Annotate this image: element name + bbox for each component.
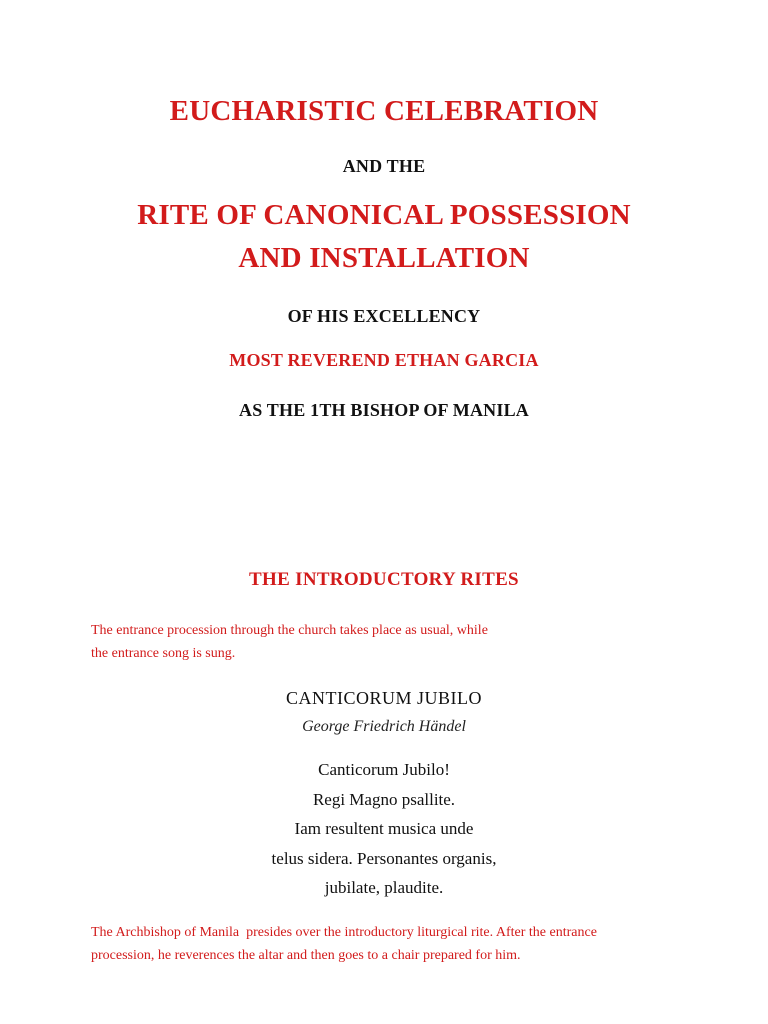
verse-line: Iam resultent musica unde: [294, 819, 474, 838]
bishop-name: MOST REVEREND ETHAN GARCIA: [229, 350, 539, 370]
rubric-archbishop-line2: procession, he reverences the altar and then goes to a chair prepared for him.: [91, 948, 521, 963]
rubric-entrance: [91, 619, 488, 665]
verse-line: Regi Magno psallite.: [312, 789, 456, 809]
of-his-excellency-line: OF HIS EXCELLENCY: [287, 306, 481, 326]
hymn-title: CANTICORUM JUBILO: [285, 688, 482, 708]
hymn-composer: George Friedrich Händel: [302, 718, 466, 735]
verse-line: telus sidera. Personantes organis,: [271, 848, 497, 868]
main-title: EUCHARISTIC CELEBRATION: [169, 95, 599, 127]
rubric-entrance-line1: The entrance procession through the church takes place as usual, while: [91, 623, 488, 638]
bishop-of-line: AS THE 1TH BISHOP OF MANILA: [239, 400, 529, 420]
verse-line: jubilate, plaudite.: [324, 878, 444, 897]
rite-title-line1: RITE OF CANONICAL POSSESSION: [137, 199, 631, 231]
and-the-line: AND THE: [342, 156, 426, 176]
rubric-archbishop: [91, 921, 597, 967]
hymn-verse: [0, 755, 768, 903]
verse-line: Canticorum Jubilo!: [318, 760, 450, 779]
rite-title-line2: AND INSTALLATION: [238, 242, 530, 274]
rubric-entrance-line2: the entrance song is sung.: [91, 646, 236, 661]
rubric-archbishop-line1: The Archbishop of Manila presides over the introductory liturgical rite. After the entrance: [91, 925, 597, 940]
section-heading: THE INTRODUCTORY RITES: [249, 569, 519, 590]
